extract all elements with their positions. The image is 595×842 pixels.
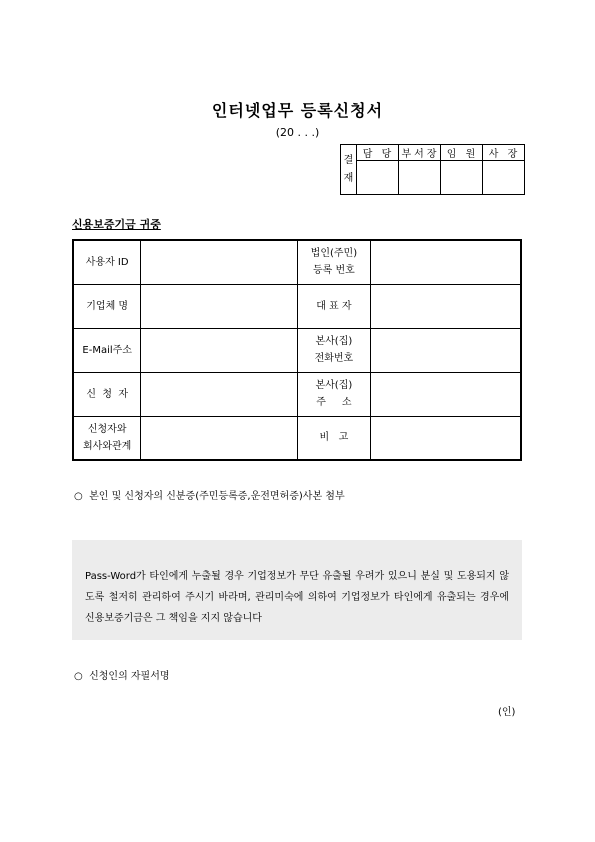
label-email: E-Mail주소	[73, 328, 141, 372]
seal-mark: (인)	[498, 707, 516, 718]
signature-note: ○ 신청인의 자필서명	[74, 671, 170, 682]
approval-header-executive: 임 원	[441, 145, 483, 161]
field-phone[interactable]	[371, 328, 521, 372]
field-user-id[interactable]	[141, 240, 297, 284]
label-registration-number: 법인(주민) 등록 번호	[297, 240, 371, 284]
application-form-table	[72, 239, 522, 461]
approval-sign-executive[interactable]	[441, 161, 483, 195]
password-notice: Pass-Word가 타인에게 누출될 경우 기업정보가 무단 유출될 우려가 있으니 분실 및 도용되지 않도록 철저히 관리하여 주시기 바라며, 관리미숙에 의하여 기업정보가 타인에게 유출되는 경우에 신용보증기금은 그 책임을 지지 않습니다	[72, 540, 522, 640]
label-remarks: 비 고	[297, 416, 371, 460]
field-representative[interactable]	[371, 284, 521, 328]
form-row-relation	[73, 416, 521, 460]
label-address: 본사(집) 주 소	[297, 372, 371, 416]
form-row-email	[73, 328, 521, 372]
form-row-user-id	[73, 240, 521, 284]
approval-header-president: 사 장	[483, 145, 525, 161]
label-phone: 본사(집) 전화번호	[297, 328, 371, 372]
approval-header-manager: 담 당	[357, 145, 399, 161]
approval-sign-president[interactable]	[483, 161, 525, 195]
form-row-applicant	[73, 372, 521, 416]
approval-sign-manager[interactable]	[357, 161, 399, 195]
label-user-id: 사용자 ID	[73, 240, 141, 284]
attachment-note: ○ 본인 및 신청자의 신분증(주민등록증,운전면허증)사본 첨부	[74, 491, 345, 502]
field-remarks[interactable]	[371, 416, 521, 460]
field-address[interactable]	[371, 372, 521, 416]
approval-table	[340, 144, 525, 195]
field-applicant[interactable]	[141, 372, 297, 416]
recipient-heading: 신용보증기금 귀중	[72, 218, 161, 231]
field-registration-number[interactable]	[371, 240, 521, 284]
label-company-name: 기업체 명	[73, 284, 141, 328]
page-title: 인터넷업무 등록신청서	[211, 101, 384, 120]
field-email[interactable]	[141, 328, 297, 372]
date-line: (20 . . .)	[275, 126, 320, 139]
approval-header-dept-head: 부서장	[399, 145, 441, 161]
approval-label: 결 재	[341, 145, 357, 195]
label-representative: 대 표 자	[297, 284, 371, 328]
label-relationship: 신청자와 회사와관계	[73, 416, 141, 460]
form-row-company	[73, 284, 521, 328]
approval-sign-dept-head[interactable]	[399, 161, 441, 195]
field-relationship[interactable]	[141, 416, 297, 460]
field-company-name[interactable]	[141, 284, 297, 328]
label-applicant: 신 청 자	[73, 372, 141, 416]
